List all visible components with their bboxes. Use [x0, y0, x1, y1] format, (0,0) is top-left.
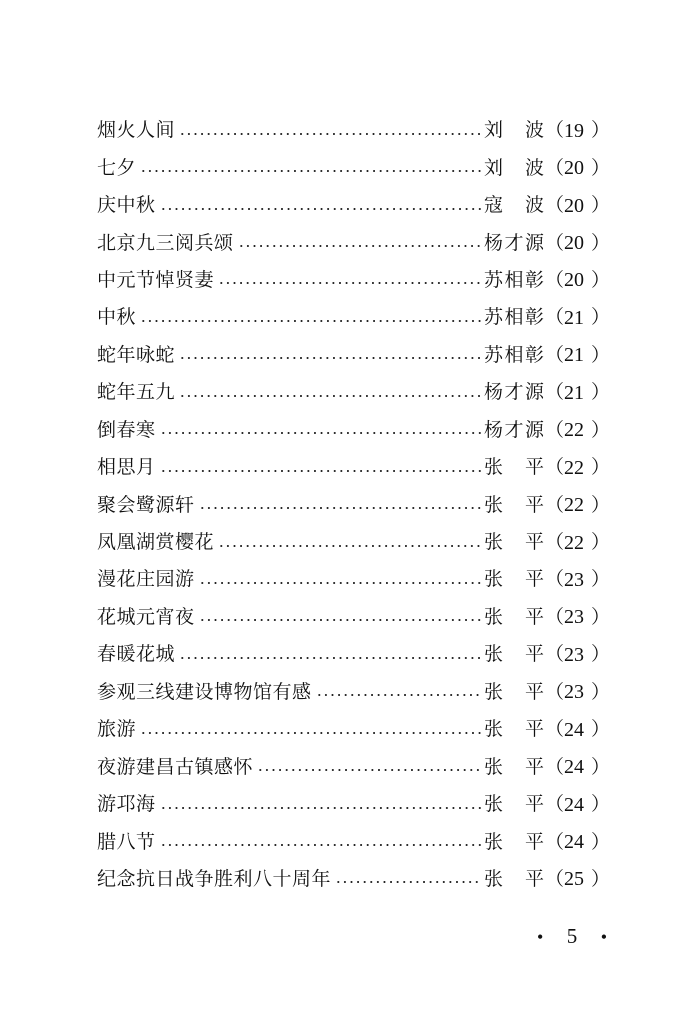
page-folio — [537, 924, 607, 949]
dot-leader — [335, 880, 482, 884]
open-paren: （ — [545, 531, 565, 554]
toc-entry — [97, 337, 611, 374]
entry-title: 北京九三阅兵颂 — [97, 231, 234, 254]
dot-leader — [179, 394, 482, 398]
dot-leader — [160, 806, 482, 810]
entry-page — [545, 830, 611, 854]
open-paren: （ — [545, 568, 565, 591]
dot-leader — [316, 693, 482, 697]
entry-page-number: 20 — [564, 194, 584, 217]
entry-page-number: 21 — [564, 306, 584, 329]
entry-page — [545, 456, 611, 479]
close-paren: ） — [591, 643, 611, 666]
entry-page — [545, 381, 611, 404]
close-paren: ） — [591, 456, 611, 479]
open-paren: （ — [545, 343, 565, 366]
open-paren: （ — [545, 643, 565, 666]
toc-entry — [97, 412, 611, 449]
entry-author: 张平 — [484, 867, 544, 890]
entry-author: 杨才源 — [484, 418, 544, 441]
entry-author: 张平 — [484, 793, 544, 816]
close-paren: ） — [591, 194, 611, 217]
entry-page — [545, 268, 611, 292]
entry-title: 烟火人间 — [97, 119, 176, 142]
page-number: 5 — [566, 924, 578, 948]
close-paren: ） — [591, 531, 611, 554]
entry-page — [545, 418, 611, 442]
entry-title: 相思月 — [97, 456, 156, 479]
close-paren: ） — [591, 867, 611, 890]
entry-page-number: 23 — [564, 681, 584, 704]
toc-entry — [97, 561, 611, 598]
open-paren: （ — [545, 718, 565, 741]
entry-author: 张平 — [484, 605, 544, 628]
entry-title: 聚会鹭源轩 — [97, 493, 195, 516]
toc-entry — [97, 149, 611, 186]
entry-title: 夜游建昌古镇感怀 — [97, 755, 254, 778]
entry-title: 春暖花城 — [97, 643, 176, 666]
entry-page — [545, 755, 611, 779]
toc-entry — [97, 112, 611, 149]
entry-page — [545, 306, 611, 329]
close-paren: ） — [591, 381, 611, 404]
entry-title: 纪念抗日战争胜利八十周年 — [97, 867, 332, 890]
entry-title: 蛇年咏蛇 — [97, 343, 176, 366]
open-paren: （ — [545, 156, 565, 179]
dot-leader — [140, 319, 482, 323]
entry-title: 参观三线建设博物馆有感 — [97, 680, 312, 703]
close-paren: ） — [591, 718, 611, 741]
toc-entry — [97, 262, 611, 299]
entry-page-number: 21 — [564, 344, 584, 367]
close-paren: ） — [591, 418, 611, 441]
entry-page-number: 22 — [564, 456, 584, 479]
close-paren: ） — [591, 156, 611, 179]
entry-title: 七夕 — [97, 156, 137, 179]
toc-entry — [97, 674, 611, 711]
toc-entry — [97, 748, 611, 785]
close-paren: ） — [591, 268, 611, 291]
open-paren: （ — [545, 493, 565, 516]
open-paren: （ — [545, 680, 565, 703]
entry-page — [545, 568, 611, 591]
entry-title: 腊八节 — [97, 830, 156, 853]
toc-entry — [97, 786, 611, 823]
close-paren: ） — [591, 343, 611, 366]
toc-entry — [97, 187, 611, 224]
entry-author: 张平 — [484, 680, 544, 703]
close-paren: ） — [591, 231, 611, 254]
toc-entry — [97, 711, 611, 748]
dot-leader — [199, 581, 482, 585]
close-paren: ） — [591, 755, 611, 778]
open-paren: （ — [545, 306, 565, 329]
entry-page — [545, 643, 611, 666]
open-paren: （ — [545, 867, 565, 890]
entry-page-number: 24 — [564, 831, 584, 854]
entry-page — [545, 194, 611, 217]
entry-page-number: 24 — [564, 793, 584, 816]
close-paren: ） — [591, 493, 611, 516]
dot-leader — [160, 469, 482, 473]
open-paren: （ — [545, 755, 565, 778]
close-paren: ） — [591, 830, 611, 853]
entry-author: 张平 — [484, 718, 544, 741]
toc-entry — [97, 524, 611, 561]
dot-leader — [179, 656, 482, 660]
entry-page-number: 20 — [564, 157, 584, 180]
entry-author: 苏相彰 — [484, 306, 544, 329]
entry-page — [545, 156, 611, 180]
entry-page-number: 23 — [564, 606, 584, 629]
entry-page — [545, 793, 611, 816]
open-paren: （ — [545, 268, 565, 291]
open-paren: （ — [545, 605, 565, 628]
entry-author: 杨才源 — [484, 381, 544, 404]
toc-entry — [97, 823, 611, 860]
open-paren: （ — [545, 119, 565, 142]
entry-page-number: 23 — [564, 568, 584, 591]
entry-title: 中秋 — [97, 306, 137, 329]
entry-author: 张平 — [484, 531, 544, 554]
entry-title: 旅游 — [97, 718, 137, 741]
entry-page-number: 20 — [564, 269, 584, 292]
toc-entry — [97, 861, 611, 898]
dot-leader — [218, 544, 482, 548]
dot-leader — [257, 768, 482, 772]
toc-entry — [97, 636, 611, 673]
entry-page-number: 22 — [564, 419, 584, 442]
dot-leader — [140, 169, 482, 173]
entry-page — [545, 493, 611, 517]
entry-page-number: 21 — [564, 381, 584, 404]
entry-page — [545, 718, 611, 741]
table-of-contents — [97, 112, 611, 898]
entry-page-number: 24 — [564, 718, 584, 741]
open-paren: （ — [545, 456, 565, 479]
open-paren: （ — [545, 418, 565, 441]
entry-page-number: 24 — [564, 756, 584, 779]
dot-leader — [238, 244, 482, 248]
entry-title: 漫花庄园游 — [97, 568, 195, 591]
close-paren: ） — [591, 793, 611, 816]
dot-leader — [199, 618, 482, 622]
toc-entry — [97, 374, 611, 411]
entry-author: 刘波 — [484, 156, 544, 179]
toc-entry — [97, 224, 611, 261]
dot-leader — [160, 207, 482, 211]
entry-author: 张平 — [484, 493, 544, 516]
close-paren: ） — [591, 568, 611, 591]
dot-leader — [218, 281, 482, 285]
entry-page — [545, 343, 611, 367]
toc-entry — [97, 486, 611, 523]
open-paren: （ — [545, 231, 565, 254]
entry-page-number: 19 — [564, 119, 584, 142]
toc-entry — [97, 449, 611, 486]
entry-page-number: 20 — [564, 232, 584, 255]
dot-leader — [160, 431, 482, 435]
entry-page — [545, 119, 611, 142]
entry-page — [545, 867, 611, 891]
close-paren: ） — [591, 605, 611, 628]
entry-author: 张平 — [484, 456, 544, 479]
entry-page-number: 23 — [564, 643, 584, 666]
close-paren: ） — [591, 306, 611, 329]
entry-author: 张平 — [484, 830, 544, 853]
entry-page — [545, 605, 611, 629]
entry-author: 张平 — [484, 643, 544, 666]
entry-title: 凤凰湖赏樱花 — [97, 531, 215, 554]
close-paren: ） — [591, 119, 611, 142]
entry-author: 刘波 — [484, 119, 544, 142]
entry-page — [545, 231, 611, 255]
entry-author: 张平 — [484, 755, 544, 778]
dot-leader — [199, 506, 482, 510]
toc-entry — [97, 599, 611, 636]
entry-author: 苏相彰 — [484, 343, 544, 366]
entry-title: 游邛海 — [97, 793, 156, 816]
entry-author: 杨才源 — [484, 231, 544, 254]
dot-leader — [140, 731, 482, 735]
open-paren: （ — [545, 793, 565, 816]
entry-author: 张平 — [484, 568, 544, 591]
entry-title: 中元节悼贤妻 — [97, 268, 215, 291]
open-paren: （ — [545, 381, 565, 404]
entry-title: 蛇年五九 — [97, 381, 176, 404]
dot-leader — [179, 132, 482, 136]
entry-page — [545, 680, 611, 704]
folio-dot-left: • — [537, 926, 544, 947]
toc-entry — [97, 299, 611, 336]
entry-page — [545, 531, 611, 554]
dot-leader — [179, 356, 482, 360]
entry-title: 花城元宵夜 — [97, 605, 195, 628]
entry-title: 倒春寒 — [97, 418, 156, 441]
folio-dot-right: • — [600, 926, 607, 947]
entry-author: 苏相彰 — [484, 268, 544, 291]
entry-author: 寇波 — [484, 194, 544, 217]
dot-leader — [160, 843, 482, 847]
entry-page-number: 22 — [564, 531, 584, 554]
entry-title: 庆中秋 — [97, 194, 156, 217]
entry-page-number: 25 — [564, 868, 584, 891]
close-paren: ） — [591, 680, 611, 703]
entry-page-number: 22 — [564, 494, 584, 517]
open-paren: （ — [545, 830, 565, 853]
open-paren: （ — [545, 194, 565, 217]
